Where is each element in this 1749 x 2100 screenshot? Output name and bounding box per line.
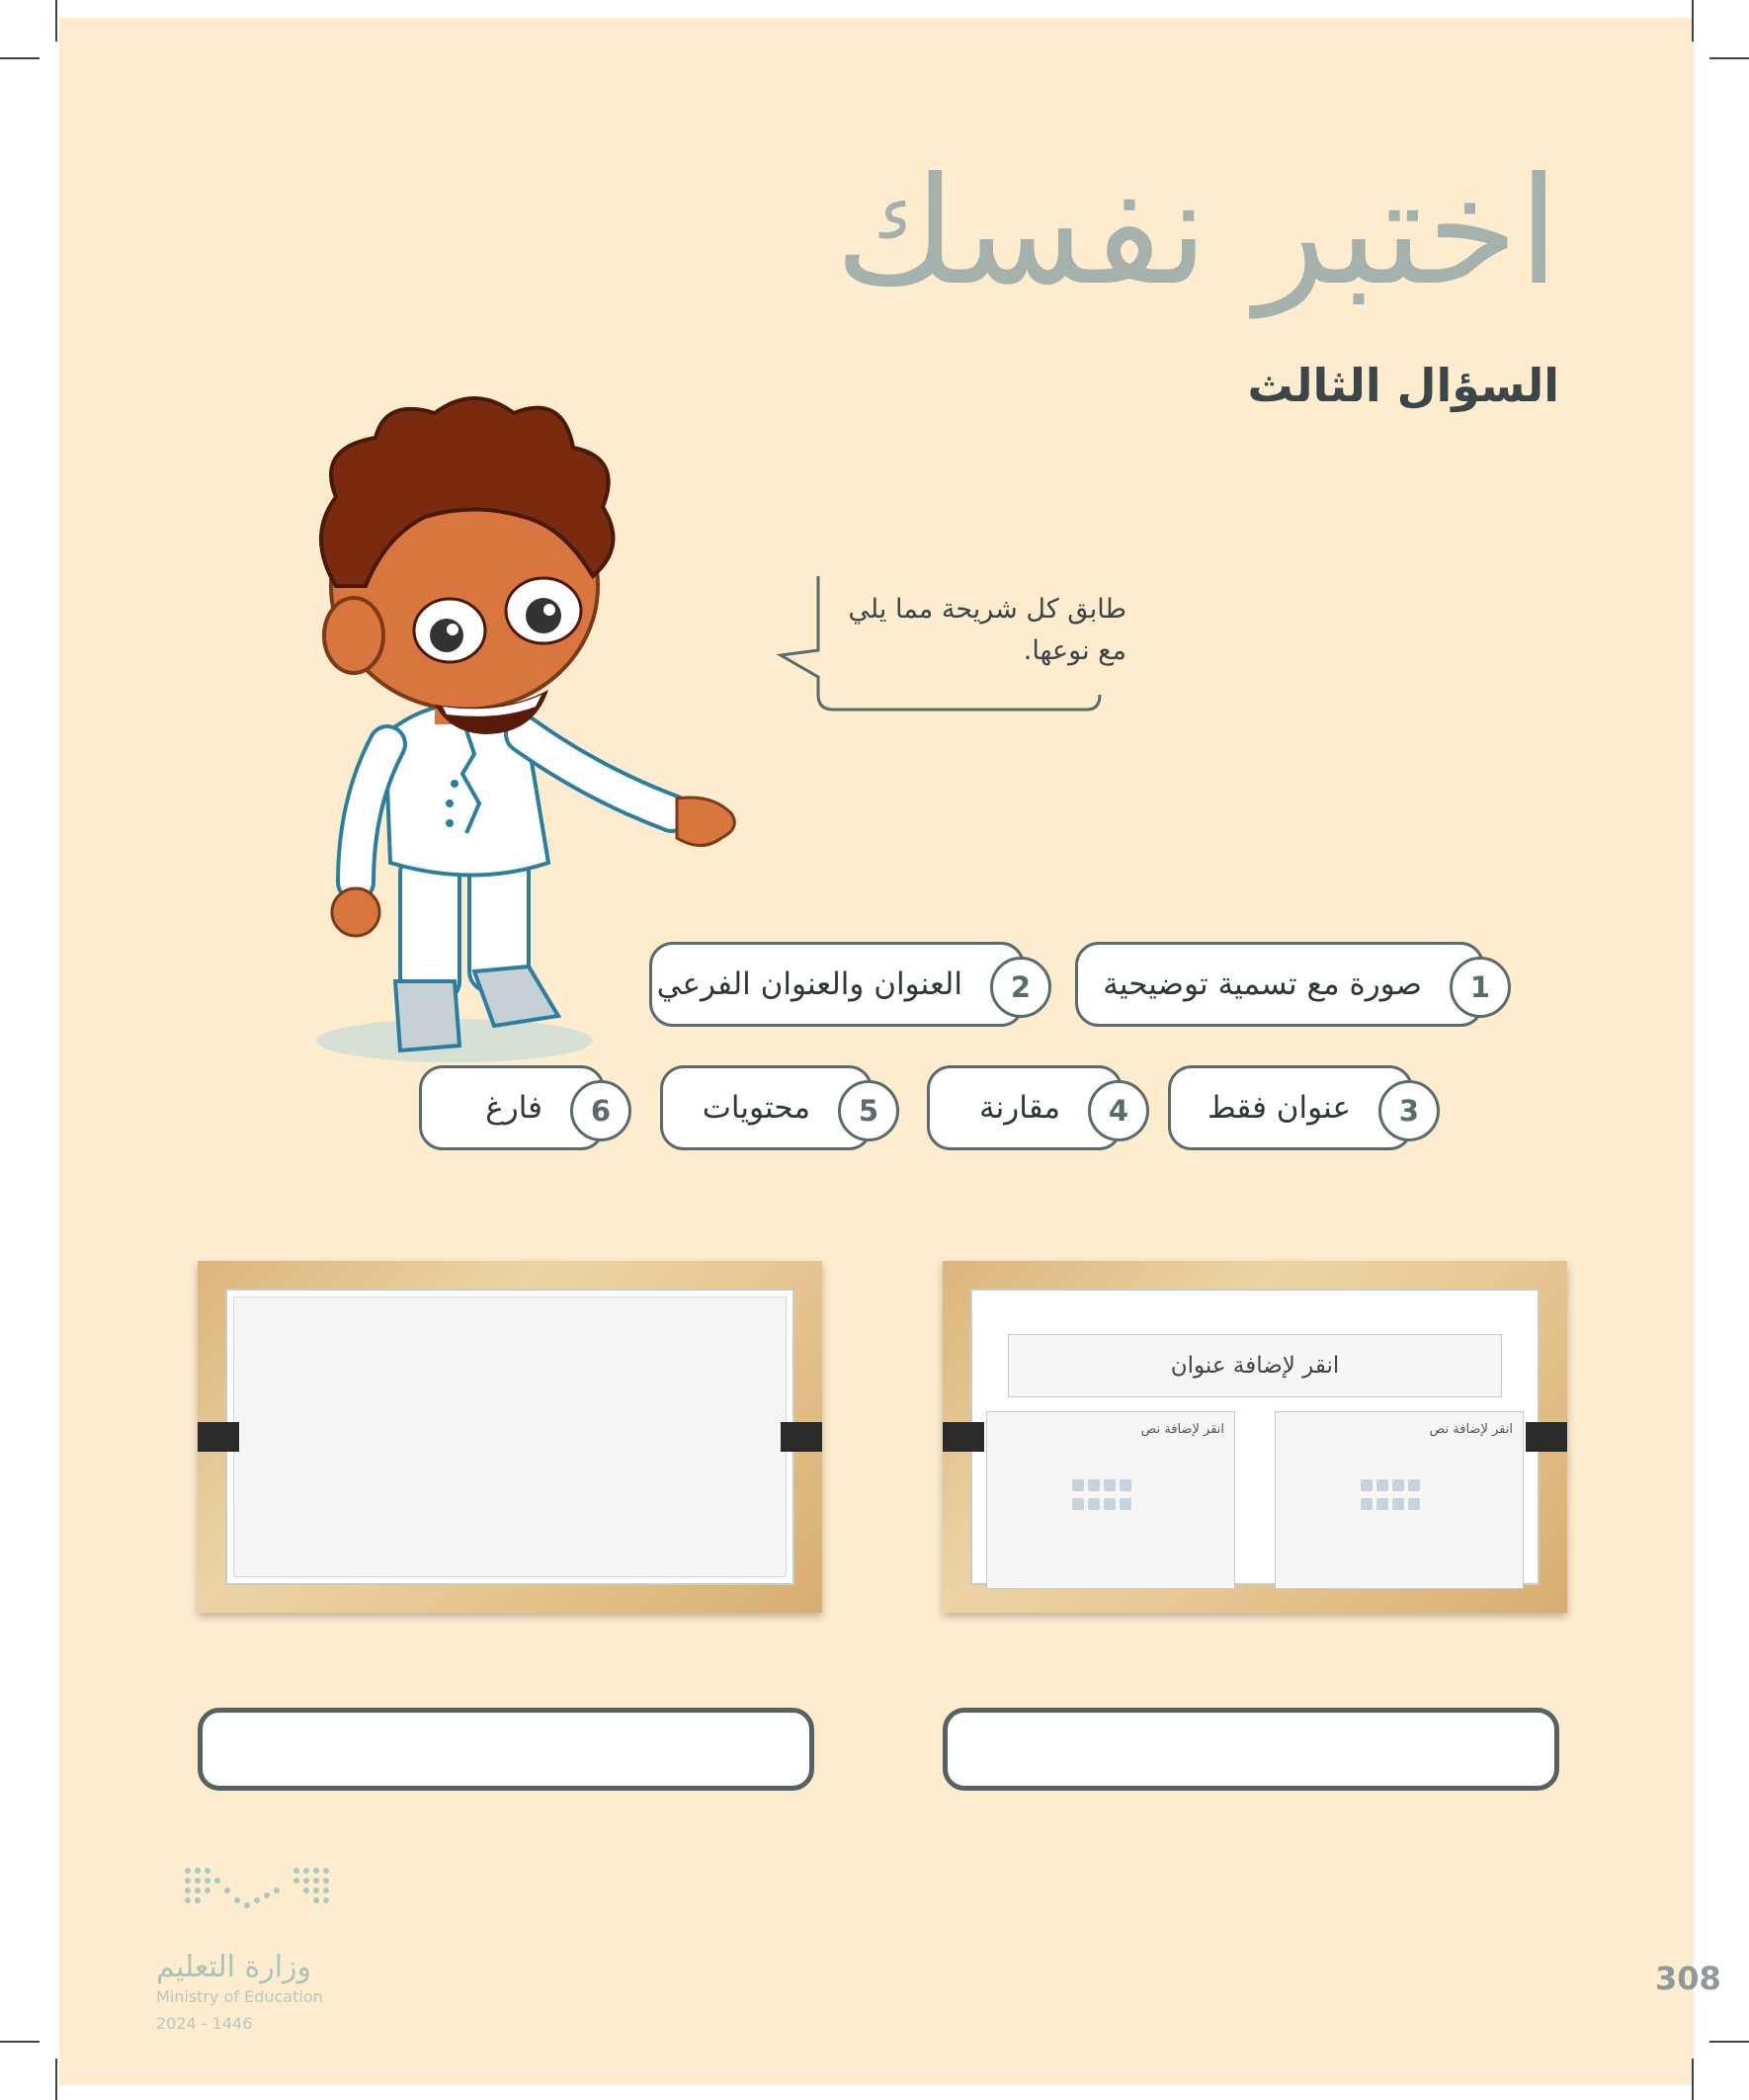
option-2-number: 2 — [990, 957, 1051, 1018]
option-3-number: 3 — [1378, 1080, 1440, 1141]
option-2-label: العنوان والعنوان الفرعي — [656, 966, 962, 1002]
answer-box-right[interactable] — [943, 1708, 1559, 1791]
crop-mark — [1709, 57, 1749, 59]
page — [59, 18, 1721, 2085]
page-title: اختبر نفسك — [834, 146, 1559, 318]
speech-line-1: طابق كل شريحة مما يلي — [848, 594, 1126, 625]
option-1-label: صورة مع تسمية توضيحية — [1103, 966, 1422, 1002]
option-3[interactable] — [1168, 1065, 1420, 1150]
answer-box-left[interactable] — [198, 1708, 814, 1791]
question-heading: السؤال الثالث — [1247, 359, 1559, 412]
blank-slide — [225, 1289, 794, 1585]
option-4-label: مقارنة — [979, 1090, 1060, 1126]
option-1-number: 1 — [1450, 957, 1511, 1018]
option-4-number: 4 — [1088, 1080, 1149, 1141]
slide-content-placeholder-left — [986, 1411, 1235, 1589]
crop-mark — [55, 2058, 57, 2100]
slide-frame-left — [198, 1261, 822, 1613]
option-4[interactable] — [927, 1065, 1129, 1150]
page-number: 308 — [1655, 1960, 1721, 1997]
option-2[interactable] — [649, 942, 1032, 1027]
option-1[interactable] — [1075, 942, 1491, 1027]
crop-mark — [1709, 2041, 1749, 2043]
frame-clip-right — [781, 1422, 822, 1452]
slide-title-placeholder: انقر لإضافة عنوان — [1008, 1334, 1502, 1397]
crop-mark — [1692, 2058, 1694, 2100]
option-5-number: 5 — [838, 1080, 899, 1141]
content-insert-icons — [1072, 1479, 1131, 1513]
ministry-name-arabic: وزارة التعليم — [156, 1950, 312, 1984]
frame-clip-left — [943, 1422, 984, 1452]
frame-clip-right — [1526, 1422, 1567, 1452]
option-6-label: فارغ — [485, 1090, 542, 1126]
crop-mark — [0, 57, 40, 59]
slide-frame-right — [943, 1261, 1567, 1613]
placeholder-text-right: انقر لإضافة نص — [1429, 1422, 1513, 1437]
crop-mark — [1692, 0, 1694, 42]
option-6-number: 6 — [570, 1080, 631, 1141]
frame-clip-left — [198, 1422, 239, 1452]
option-5[interactable] — [660, 1065, 879, 1150]
placeholder-text-left: انقر لإضافة نص — [1140, 1422, 1224, 1437]
option-6[interactable] — [419, 1065, 612, 1150]
option-5-label: محتويات — [702, 1090, 810, 1126]
speech-bubble-text — [840, 589, 1126, 672]
ministry-logo-icon — [178, 1861, 356, 1920]
slide-content-placeholder-right — [1275, 1411, 1524, 1589]
ministry-name-english: Ministry of Education — [156, 1987, 323, 2006]
edition-year: 2024 - 1446 — [156, 2014, 253, 2033]
content-insert-icons — [1361, 1479, 1420, 1513]
comparison-slide — [970, 1289, 1540, 1585]
crop-mark — [0, 2041, 40, 2043]
speech-line-2: مع نوعها. — [1023, 635, 1126, 666]
option-3-label: عنوان فقط — [1207, 1090, 1351, 1126]
crop-mark — [55, 0, 57, 42]
